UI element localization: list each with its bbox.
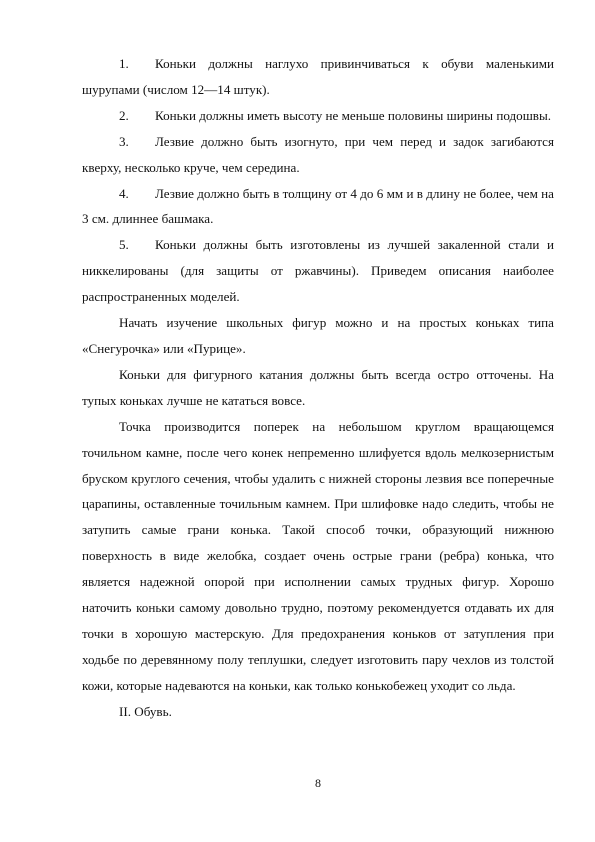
paragraph-skates-types: Начать изучение школьных фигур можно и на простых коньках типа «Снегурочка» или «Пурице». — [82, 315, 554, 356]
list-item-text: Лезвие должно быть изогнуто, при чем перед и задок загибаются кверху, несколько круче, чем середина. — [82, 133, 554, 175]
list-item-number: 2. — [119, 107, 129, 123]
document-body — [82, 51, 554, 725]
list-item-number: 3. — [119, 133, 129, 149]
list-item-text: Коньки должны иметь высоту не меньше половины ширины подошвы. — [155, 107, 552, 123]
list-item — [82, 181, 554, 233]
paragraph-sharpening: Точка производится поперек на небольшом круглом вращающемся точильном камне, после чего конек непременно шлифуется вдоль мелкозернистым бруском круглого сечения, чтобы удалить с нижней стороны лезвия все поперечные царапины, оставленные точильным камнем. При шлифовке надо следить, чтобы не затупить самые грани конька. Такой способ точки, образующий нижнюю поверхность в виде желобка, создает очень острые грани (ребра) конька, что является надежной опорой при исполнении самых трудных фигур. Хорошо наточить коньки самому довольно трудно, поэтому рекомендуется отдавать их для точки в хорошую мастерскую. Для предохранения коньков от затупления при ходьбе по деревянному полу теплушки, следует изготовить пару чехлов из толстой кожи, которые надеваются на коньки, как только конькобежец уходит со льда. — [82, 418, 554, 693]
list-item-number: 5. — [119, 237, 129, 253]
list-item — [82, 129, 554, 181]
list-item-text: Коньки должны быть изготовлены из лучшей закаленной стали и никкелированы (для защиты от ржавчины). Приведем описания наиболее распространенных моделей. — [82, 237, 554, 305]
page-number: 8 — [315, 776, 321, 790]
list-item — [82, 103, 554, 129]
list-item-text: Коньки должны наглухо привинчиваться к обуви маленькими шурупами (числом 12—14 штук). — [82, 56, 554, 97]
list-item-number: 4. — [119, 185, 129, 201]
section-heading-footwear: II. Обувь. — [119, 703, 172, 719]
paragraph-sharpness: Коньки для фигурного катания должны быть всегда остро отточены. На тупых коньках лучше не кататься вовсе. — [82, 366, 554, 408]
list-item — [82, 232, 554, 310]
list-item — [82, 51, 554, 103]
list-item-number: 1. — [119, 56, 129, 71]
list-item-text: Лезвие должно быть в толщину от 4 до 6 мм и в длину не более, чем на 3 см. длиннее башмака. — [82, 185, 554, 227]
